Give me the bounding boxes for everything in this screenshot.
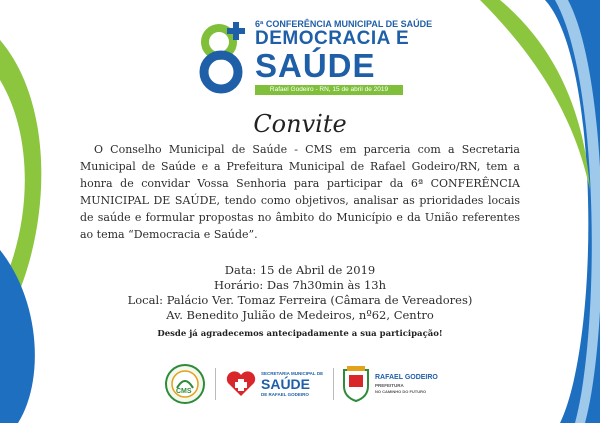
event-details [0,263,600,323]
secretaria-top: SECRETARIA MUNICIPAL DE [261,371,324,376]
invite-title: Convite [253,110,347,138]
event-time: Horário: Das 7h30min às 13h [213,278,387,292]
prefeitura-sub: PREFEITURA [375,383,404,388]
conference-logo [197,18,433,96]
secretaria-saude: SAÚDE [261,376,311,392]
event-address: Av. Benedito Julião de Medeiros, nº62, Centro [166,308,434,322]
saude-heading: SAÚDE [255,47,376,84]
footer-logos [165,364,438,404]
event-date: Data: 15 de Abril de 2019 [224,263,376,277]
event-location: Local: Palácio Ver. Tomaz Ferreira (Câmara de Vereadores) [127,293,473,307]
logo-divider [215,368,216,400]
cms-emblem-icon [165,364,205,404]
democracia-heading: DEMOCRACIA E [255,28,410,49]
secretaria-logo [225,364,325,404]
prefeitura-name: RAFAEL GODEIRO [375,374,438,381]
thanks-line: Desde já agradecemos antecipadamente a sua participação! [157,329,443,339]
cms-logo [165,364,205,404]
figure-eight-logo-icon [197,18,253,96]
logo-divider [333,368,334,400]
secretaria-place: DE RAFAEL GODEIRO [261,392,309,397]
municipal-crest-icon [341,366,371,402]
prefeitura-slogan: NO CAMINHO DO FUTURO [375,389,427,394]
prefeitura-logo [341,364,438,404]
invite-body: O Conselho Municipal de Saúde - CMS em parceria com a Secretaria Municipal de Saúde e a Prefeitura Municipal de Rafael Godeiro/RN, tem a honra de convidar Vossa Senhoria para participar da 6ª CONFERÊNCIA MUNICIPAL DE SAÚDE, tendo como objetivos, analisar as prioridades locais de saúde e formular propostas no âmbito do Município e da União referentes ao tema “Democracia e Saúde”. [80,143,520,241]
cms-label: CMS [176,388,192,395]
conference-line: 6ª CONFERÊNCIA MUNICIPAL DE SAÚDE [255,19,433,29]
place-date-bar: Rafael Godeiro - RN, 15 de abril de 2019 [255,85,403,95]
health-heart-icon [225,370,257,398]
